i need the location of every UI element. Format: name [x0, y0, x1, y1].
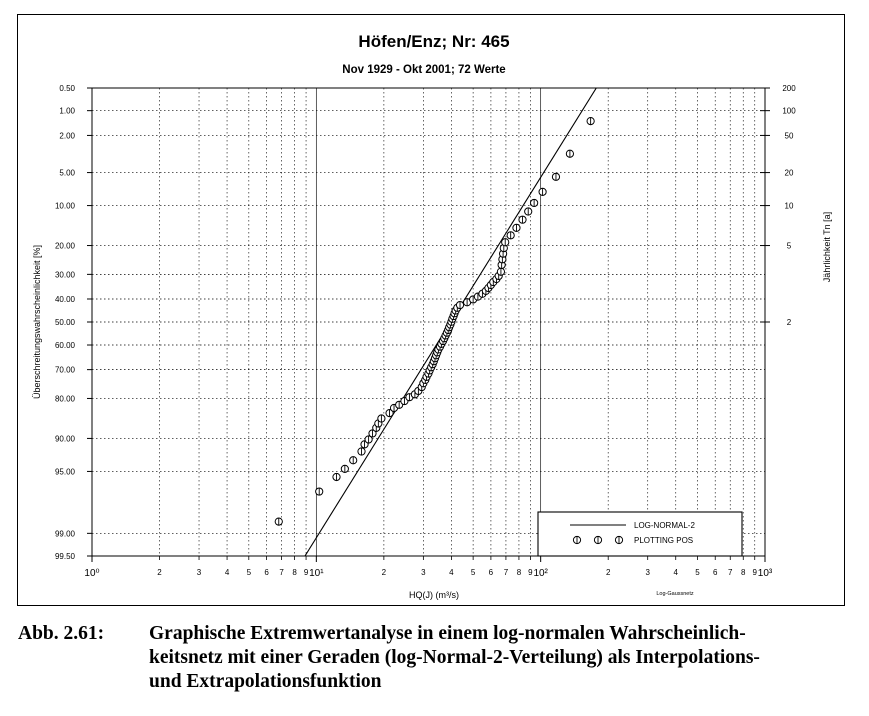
caption-line: keitsnetz mit einer Geraden (log-Normal-2-Verteilung) als Interpolations-	[149, 647, 760, 668]
legend-label-plotting: PLOTTING POS	[634, 536, 694, 545]
y-axis-label: Überschreitungswahrscheinlichkeit [%]	[32, 244, 42, 400]
x-minor-tick-label: 8	[741, 568, 746, 577]
x-minor-tick-label: 8	[516, 568, 522, 577]
x-minor-tick-label: 3	[196, 568, 202, 577]
plotting-position-point	[456, 301, 463, 308]
y-tick-label: 70.00	[54, 365, 75, 375]
plotting-position-point	[358, 448, 365, 455]
y-tick-label: 1.00	[59, 106, 75, 116]
legend-point-swatch	[573, 536, 580, 543]
y2-axis-label: Jährlichkeit Tn [a]	[822, 211, 832, 283]
chart-subtitle: Nov 1929 - Okt 2001; 72 Werte	[342, 64, 506, 76]
plotting-position-point	[497, 268, 504, 275]
legend-label-lognormal: LOG-NORMAL-2	[634, 521, 695, 530]
x-minor-tick-label: 4	[449, 568, 454, 577]
y-tick-label: 50.00	[54, 318, 75, 327]
legend-point-swatch	[594, 536, 601, 543]
y-tick-label: 90.00	[54, 434, 75, 444]
plotting-position-point	[316, 488, 323, 495]
plotting-position-point	[525, 208, 532, 215]
y2-tick-label: 2	[786, 318, 792, 327]
caption-line: Graphische Extremwertanalyse in einem log-normalen Wahrscheinlich-	[149, 623, 746, 644]
y-tick-label: 99.50	[54, 552, 75, 561]
x-minor-tick-label: 3	[421, 568, 426, 577]
x-minor-tick-label: 9	[752, 568, 757, 577]
corner-note: Log-Gaussnetz	[656, 591, 694, 597]
caption-label: Abb. 2.61:	[18, 623, 105, 644]
chart-title: Höfen/Enz; Nr: 465	[358, 32, 510, 51]
x-minor-tick-label: 7	[279, 568, 284, 577]
y-tick-label: 10.00	[54, 201, 75, 211]
x-major-tick-label: 10³	[757, 568, 773, 579]
x-minor-tick-label: 3	[645, 568, 650, 577]
y-tick-label: 2.00	[59, 131, 75, 141]
y-tick-label: 20.00	[54, 241, 75, 251]
plotting-position-point	[350, 457, 357, 464]
y2-tick-label: 50	[784, 131, 794, 141]
x-minor-tick-label: 8	[292, 568, 297, 577]
x-minor-tick-label: 5	[470, 568, 476, 577]
plotting-position-point	[275, 518, 282, 525]
plotting-position-point	[341, 465, 348, 472]
plotting-position-point	[539, 188, 546, 195]
x-minor-tick-label: 5	[246, 568, 252, 577]
x-major-tick-label: 10¹	[309, 568, 324, 579]
y-tick-label: 80.00	[54, 394, 75, 404]
legend-box	[538, 512, 742, 556]
caption-text	[149, 622, 849, 694]
x-minor-tick-label: 9	[528, 568, 533, 577]
x-minor-tick-label: 2	[157, 568, 162, 577]
y2-tick-label: 10	[784, 201, 794, 211]
x-minor-tick-label: 2	[381, 568, 387, 577]
x-minor-tick-label: 7	[728, 568, 733, 577]
y-tick-label: 30.00	[54, 270, 75, 280]
plotting-position-point	[507, 232, 514, 239]
plotting-position-point	[566, 150, 573, 157]
x-minor-tick-label: 7	[503, 568, 509, 577]
y-tick-label: 40.00	[54, 294, 75, 304]
x-minor-tick-label: 9	[303, 568, 309, 577]
y2-tick-label: 20	[784, 168, 794, 178]
plotting-position-point	[333, 473, 340, 480]
x-minor-tick-label: 5	[695, 568, 700, 577]
x-minor-tick-label: 6	[713, 568, 718, 577]
plotting-position-point	[519, 216, 526, 223]
plotting-position-point	[378, 415, 385, 422]
y2-tick-label: 5	[786, 241, 792, 251]
x-minor-tick-label: 4	[673, 568, 678, 577]
plotting-position-point	[513, 224, 520, 231]
plotting-position-point	[552, 173, 559, 180]
y-tick-label: 60.00	[54, 341, 75, 351]
x-minor-tick-label: 6	[264, 568, 269, 577]
x-minor-tick-label: 6	[488, 568, 494, 577]
y-tick-label: 95.00	[54, 467, 75, 477]
y-tick-label: 99.00	[54, 529, 75, 539]
caption-line: und Extrapolationsfunktion	[149, 671, 382, 692]
y-tick-label: 0.50	[59, 84, 75, 93]
legend-point-swatch	[615, 536, 622, 543]
x-major-tick-label: 10²	[533, 568, 548, 579]
y2-tick-label: 200	[782, 84, 796, 93]
plotting-position-point	[502, 239, 509, 246]
x-minor-tick-label: 4	[224, 568, 230, 577]
x-minor-tick-label: 2	[605, 568, 611, 577]
plotting-position-point	[587, 117, 594, 124]
y-tick-label: 5.00	[59, 168, 75, 178]
y2-tick-label: 100	[782, 106, 796, 116]
x-axis-label: HQ(J) (m³/s)	[409, 590, 459, 600]
plotting-position-point	[531, 199, 538, 206]
x-major-tick-label: 10⁰	[84, 568, 100, 579]
